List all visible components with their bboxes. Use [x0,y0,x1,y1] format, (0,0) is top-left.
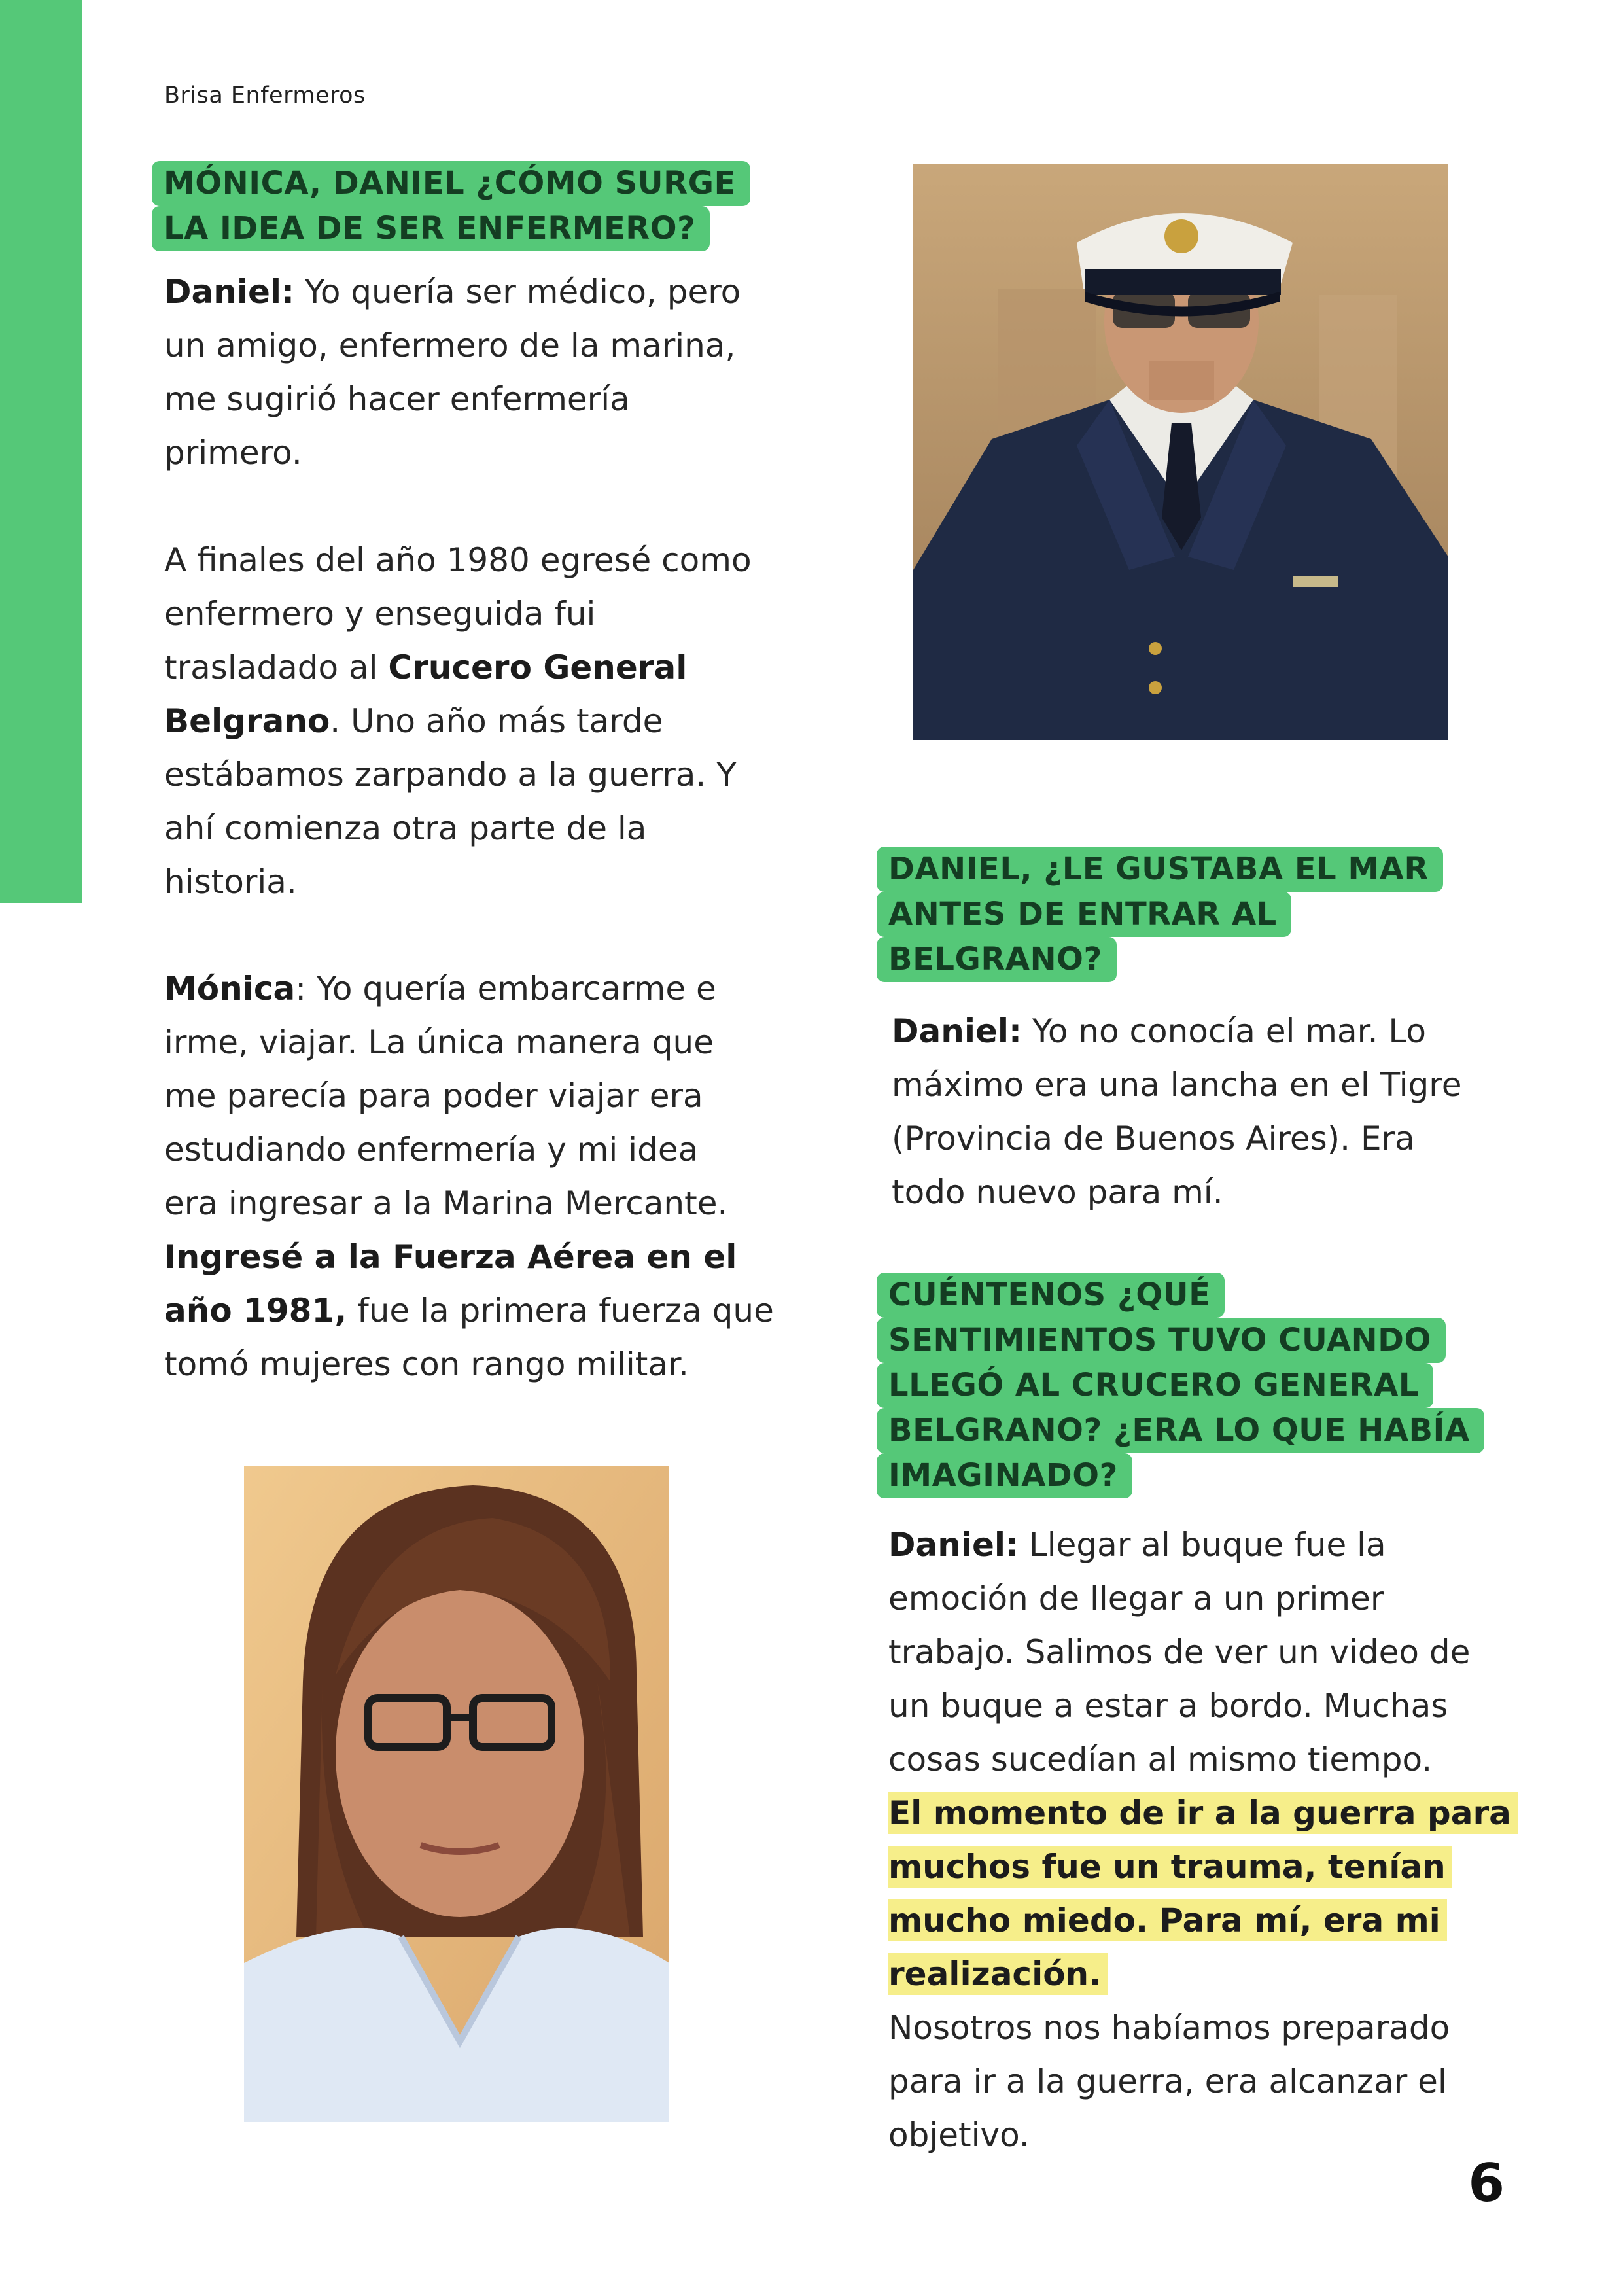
text-line: era ingresar a la Marina Mercante. [164,1184,728,1222]
text-line: estudiando enfermería y mi idea [164,1131,699,1169]
text-line: cosas sucedían al mismo tiempo. [888,1740,1433,1778]
question-line: DANIEL, ¿LE GUSTABA EL MAR [877,847,1443,892]
speaker-name: Daniel: [892,1012,1022,1050]
answer-1 [164,265,741,480]
speaker-name: Mónica [164,970,296,1008]
text-line: A finales del año 1980 egresé como [164,541,752,579]
text-line: máximo era una lancha en el Tigre [892,1066,1462,1104]
question-line: LLEGÓ AL CRUCERO GENERAL [877,1363,1433,1408]
text-line: estábamos zarpando a la guerra. Y [164,756,737,794]
answer-4 [892,1004,1461,1219]
monica-portrait-photo [244,1466,669,2122]
text-line: irme, viajar. La única manera que [164,1023,714,1061]
text-line: Yo no conocía el mar. Lo [1022,1012,1426,1050]
text-line: : Yo quería embarcarme e [295,970,716,1008]
question-3-heading [877,1273,1484,1498]
question-line: LA IDEA DE SER ENFERMERO? [152,206,710,251]
question-line: MÓNICA, DANIEL ¿CÓMO SURGE [152,161,750,206]
text-line: ahí comienza otra parte de la [164,809,647,847]
bold-statement: año 1981, [164,1292,347,1330]
text-line: me parecía para poder viajar era [164,1077,703,1115]
ship-name: Crucero General [388,648,688,686]
text-line: Yo quería ser médico, pero [294,273,741,311]
text-line: trabajo. Salimos de ver un video de [888,1633,1471,1671]
bold-statement: Ingresé a la Fuerza Aérea en el [164,1238,737,1276]
text-line: Nosotros nos habíamos preparado [888,2009,1450,2047]
speaker-name: Daniel: [164,273,295,311]
text-line: (Provincia de Buenos Aires). Era [892,1120,1415,1157]
text-line: trasladado al [164,648,389,686]
text-line: me sugirió hacer enfermería [164,380,630,418]
question-line: CUÉNTENOS ¿QUÉ [877,1273,1225,1318]
text-line: . Uno año más tarde [330,702,663,740]
text-line: enfermero y enseguida fui [164,595,596,633]
text-line: emoción de llegar a un primer [888,1580,1384,1617]
text-line: un buque a estar a bordo. Muchas [888,1687,1448,1725]
text-line: primero. [164,434,302,472]
speaker-name: Daniel: [888,1526,1019,1564]
green-side-bar [0,0,82,903]
question-line: BELGRANO? [877,937,1117,982]
question-line: SENTIMIENTOS TUVO CUANDO [877,1318,1446,1363]
text-line: objetivo. [888,2116,1030,2154]
question-2-heading [877,847,1443,982]
question-line: BELGRANO? ¿ERA LO QUE HABÍA [877,1408,1484,1453]
text-line: historia. [164,863,297,901]
page-number: 6 [1468,2153,1505,2214]
question-line: IMAGINADO? [877,1453,1132,1498]
ship-name: Belgrano [164,702,330,740]
highlighted-statement: realización. [888,1953,1108,1995]
answer-3 [164,962,774,1391]
daniel-uniform-photo [913,164,1448,740]
text-line: un amigo, enfermero de la marina, [164,327,736,364]
text-line: todo nuevo para mí. [892,1173,1223,1211]
question-1-heading [152,161,750,251]
answer-5 [888,1518,1518,2162]
text-line: Llegar al buque fue la [1019,1526,1386,1564]
highlighted-statement: mucho miedo. Para mí, era mi [888,1899,1447,1941]
text-line: tomó mujeres con rango militar. [164,1345,689,1383]
answer-2 [164,533,752,909]
running-title: Brisa Enfermeros [164,82,366,109]
highlighted-statement: muchos fue un trauma, tenían [888,1846,1452,1888]
text-line: para ir a la guerra, era alcanzar el [888,2062,1447,2100]
question-line: ANTES DE ENTRAR AL [877,892,1291,937]
highlighted-statement: El momento de ir a la guerra para [888,1792,1518,1834]
text-line: fue la primera fuerza que [347,1292,774,1330]
